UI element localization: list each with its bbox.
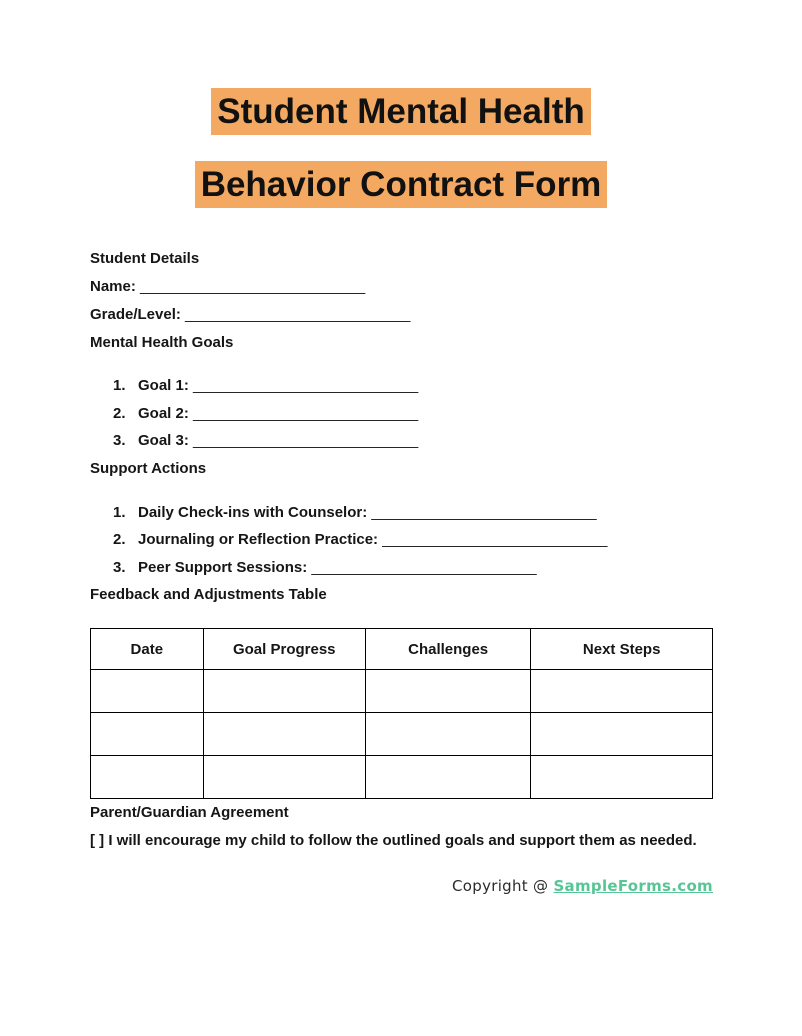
table-header-goal-progress: Goal Progress — [203, 629, 365, 670]
goal-2-blank: ___________________________ — [193, 404, 419, 422]
section-heading-parent-guardian-agreement: Parent/Guardian Agreement — [90, 804, 289, 821]
goal-1-label: Goal 1: — [138, 377, 189, 394]
goal-1-item — [113, 372, 713, 400]
table-cell-empty — [365, 670, 530, 713]
table-cell-empty — [203, 670, 365, 713]
footer-copyright-text: Copyright @ — [452, 877, 549, 895]
name-field-blank: ___________________________ — [140, 278, 366, 295]
table-cell-empty — [365, 756, 530, 799]
title-line-1: Student Mental Health — [211, 88, 591, 135]
section-heading-support-actions: Support Actions — [90, 459, 207, 477]
goal-2-number: 2. — [113, 404, 126, 422]
support-actions-list — [90, 499, 713, 582]
document-title — [0, 0, 802, 208]
support-action-3-blank: ___________________________ — [311, 558, 537, 576]
table-row — [91, 756, 713, 799]
goal-3-blank: ___________________________ — [193, 432, 419, 449]
table-cell-empty — [531, 756, 713, 799]
section-heading-mental-health-goals: Mental Health Goals — [90, 334, 234, 351]
table-cell-empty — [91, 756, 204, 799]
table-header-next-steps: Next Steps — [531, 629, 713, 670]
support-action-3-item — [113, 554, 713, 582]
mental-health-goals-list — [90, 372, 713, 455]
goal-2-item — [113, 400, 713, 428]
support-action-1-blank: ___________________________ — [371, 503, 597, 521]
table-header-row — [91, 629, 713, 670]
goal-1-number: 1. — [113, 377, 126, 394]
table-cell-empty — [91, 713, 204, 756]
goal-1-blank: ___________________________ — [193, 377, 419, 394]
support-action-2-blank: ___________________________ — [382, 531, 608, 548]
support-action-1-number: 1. — [113, 503, 126, 521]
agreement-checkbox-text: [ ] I will encourage my child to follow the outlined goals and support them as needed. — [90, 832, 697, 849]
support-action-1-label: Daily Check-ins with Counselor: — [138, 503, 368, 521]
document-body — [90, 245, 713, 855]
table-cell-empty — [365, 713, 530, 756]
footer — [0, 877, 802, 895]
name-field-label: Name: — [90, 278, 136, 295]
table-cell-empty — [203, 713, 365, 756]
table-header-challenges: Challenges — [365, 629, 530, 670]
grade-level-field-label: Grade/Level: — [90, 306, 181, 323]
support-action-2-label: Journaling or Reflection Practice: — [138, 531, 379, 548]
table-row — [91, 670, 713, 713]
section-heading-feedback-table: Feedback and Adjustments Table — [90, 586, 327, 603]
table-cell-empty — [91, 670, 204, 713]
grade-level-field-line — [90, 301, 713, 329]
title-line-2: Behavior Contract Form — [195, 161, 608, 208]
goal-3-label: Goal 3: — [138, 432, 189, 449]
support-action-1-item — [113, 499, 713, 527]
footer-link[interactable]: SampleForms.com — [553, 877, 713, 895]
table-cell-empty — [531, 670, 713, 713]
goal-3-number: 3. — [113, 432, 126, 449]
name-field-line — [90, 273, 713, 301]
table-cell-empty — [203, 756, 365, 799]
section-heading-student-details: Student Details — [90, 250, 200, 267]
table-cell-empty — [531, 713, 713, 756]
goal-2-label: Goal 2: — [138, 404, 189, 422]
support-action-2-item — [113, 526, 713, 554]
support-action-3-label: Peer Support Sessions: — [138, 558, 308, 576]
support-action-2-number: 2. — [113, 531, 126, 548]
feedback-table — [90, 628, 713, 799]
support-action-3-number: 3. — [113, 558, 126, 576]
table-row — [91, 713, 713, 756]
table-header-date: Date — [91, 629, 204, 670]
grade-level-field-blank: ___________________________ — [185, 306, 411, 323]
goal-3-item — [113, 427, 713, 455]
